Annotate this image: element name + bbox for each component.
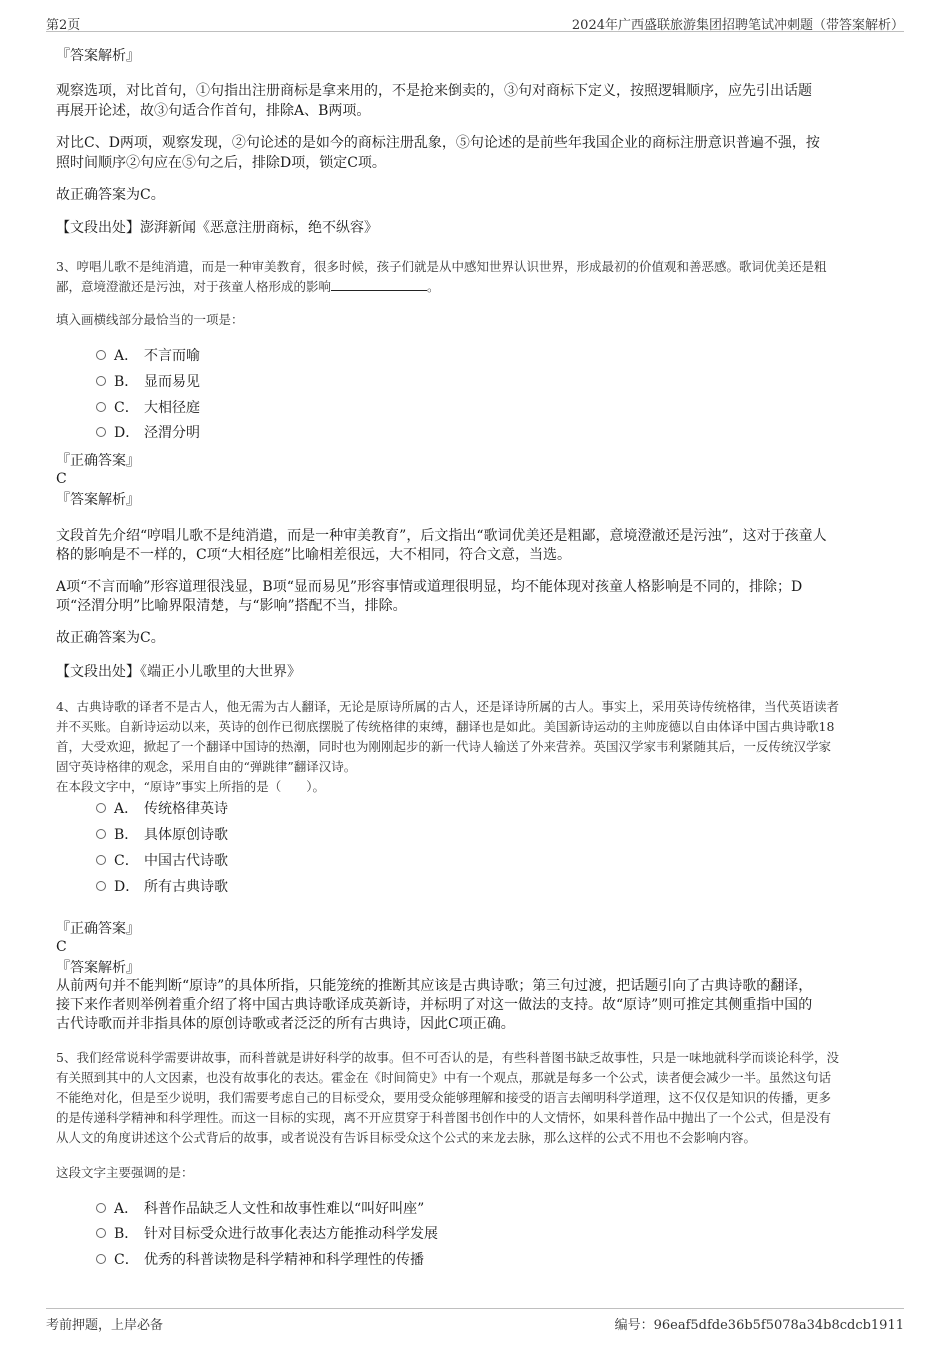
q4-text-line3: 首，大受欢迎，掀起了一个翻译中国诗的热潮，同时也为刚刚起步的新一代诗人输送了外来营养。英国汉学家韦利紧随其后，一反传统汉学家 <box>56 739 832 754</box>
q4-text-line2: 并不买账。自新诗运动以来，英诗的创作已彻底摆脱了传统格律的束缚，翻译也是如此。美国新诗运动的主帅庞德以自由体译中国古典诗歌18 <box>56 719 835 734</box>
page-footer <box>46 1308 904 1334</box>
q2-analysis-para2-line1: 对比C、D两项，观察发现，②句论述的是如今的商标注册乱象，⑤句论述的是前些年我国企业的商标注册意识普遍不强，按 <box>56 135 820 151</box>
radio-icon[interactable] <box>96 1203 106 1213</box>
q4-analysis-line2: 接下来作者则举例着重介绍了将中国古典诗歌译成英新诗，并标明了对这一做法的支持。故“原诗”则可推定其侧重指中国的 <box>56 997 813 1013</box>
q4-option-a[interactable]: A． 传统格律英诗 <box>96 799 228 819</box>
q3-text-line2-pre: 鄙，意境澄澈还是污浊，对于孩童人格形成的影响 <box>56 279 332 294</box>
q2-analysis-label: 『答案解析』 <box>56 48 140 64</box>
document-id: 编号：96eaf5dfde36b5f5078a34b8cdcb1911 <box>614 1318 904 1333</box>
q2-analysis-para1-line1: 观察选项，对比首句，①句指出注册商标是拿来用的，不是抢来倒卖的，③句对商标下定义，按照逻辑顺序，应先引出话题 <box>56 83 812 99</box>
q3-option-d[interactable]: D． 泾渭分明 <box>96 423 200 443</box>
radio-icon[interactable] <box>96 427 106 437</box>
q5-prompt: 这段文字主要强调的是： <box>56 1165 194 1180</box>
q2-conclusion: 故正确答案为C。 <box>56 187 165 203</box>
q3-analysis-para2-line1: A项“不言而喻”形容道理很浅显，B项“显而易见”形容事情或道理很明显，均不能体现对孩童人格影响是不同的，排除；D <box>56 579 803 595</box>
q3-answer: C <box>56 471 67 487</box>
radio-icon[interactable] <box>96 376 106 386</box>
q3-analysis-para1-line2: 格的影响是不一样的，C项“大相径庭”比喻相差很远，大不相同，符合文意，当选。 <box>56 547 572 563</box>
q3-conclusion: 故正确答案为C。 <box>56 630 165 646</box>
q4-text-line4: 固守英诗格律的观念，采用自由的“弹跳律”翻译汉诗。 <box>56 759 357 774</box>
radio-icon[interactable] <box>96 881 106 891</box>
q4-analysis-line3: 古代诗歌而并非指具体的原创诗歌或者泛泛的所有古典诗，因此C项正确。 <box>56 1016 515 1032</box>
q4-answer: C <box>56 939 67 955</box>
q4-prompt: 在本段文字中，“原诗”事实上所指的是（ ）。 <box>56 779 326 794</box>
q4-option-d[interactable]: D． 所有古典诗歌 <box>96 877 228 897</box>
q5-text-line4: 的是传递科学精神和科学理性。而这一目标的实现，离不开应贯穿于科普图书创作中的人文情怀，如果科普作品中抛出了一个公式，但是没有 <box>56 1110 832 1125</box>
q3-option-a[interactable]: A． 不言而喻 <box>96 346 200 366</box>
radio-icon[interactable] <box>96 829 106 839</box>
q5-option-a[interactable]: A． 科普作品缺乏人文性和故事性难以“叫好叫座” <box>96 1199 424 1219</box>
q5-text-line5: 从人文的角度讲述这个公式背后的故事，或者说没有告诉目标受众这个公式的来龙去脉，那么这样的公式不用也不会影响内容。 <box>56 1130 757 1145</box>
q3-text-line2-post: 。 <box>427 279 440 294</box>
radio-icon[interactable] <box>96 803 106 813</box>
q4-option-c[interactable]: C． 中国古代诗歌 <box>96 851 228 871</box>
q3-analysis-para1-line1: 文段首先介绍“哼唱儿歌不是纯消遣，而是一种审美教育”，后文指出“歌词优美还是粗鄙，意境澄澈还是污浊”，这对于孩童人 <box>56 528 827 544</box>
q4-analysis-line1: 从前两句并不能判断“原诗”的具体所指，只能笼统的推断其应该是古典诗歌；第三句过渡，把话题引向了古典诗歌的翻译， <box>56 978 813 994</box>
q4-answer-label: 『正确答案』 <box>56 921 140 937</box>
page-header <box>46 12 904 32</box>
q5-text-line1: 5、我们经常说科学需要讲故事，而科普就是讲好科学的故事。但不可否认的是，有些科普图书缺乏故事性，只是一味地就科学而谈论科学，没 <box>56 1050 839 1065</box>
q3-option-c[interactable]: C． 大相径庭 <box>96 398 200 418</box>
radio-icon[interactable] <box>96 1254 106 1264</box>
q4-text-line1: 4、古典诗歌的译者不是古人，他无需为古人翻译，无论是原诗所属的古人，还是译诗所属的古人。事实上，采用英诗传统格律，当代英语读者 <box>56 699 839 714</box>
footer-slogan: 考前押题，上岸必备 <box>46 1318 164 1333</box>
q3-text-line1: 3、哼唱儿歌不是纯消遣，而是一种审美教育，很多时候，孩子们就是从中感知世界认识世界，形成最初的价值观和善恶感。歌词优美还是粗 <box>56 259 827 274</box>
q3-analysis-para2-line2: 项“泾渭分明”比喻界限清楚，与“影响”搭配不当，排除。 <box>56 598 407 614</box>
q4-option-b[interactable]: B． 具体原创诗歌 <box>96 825 228 845</box>
q3-text-line2 <box>56 277 440 297</box>
radio-icon[interactable] <box>96 1228 106 1238</box>
q2-analysis-para1-line2: 再展开论述，故③句适合作首句，排除A、B两项。 <box>56 103 371 119</box>
q5-text-line2: 有关照到其中的人文因素，也没有故事化的表达。霍金在《时间简史》中有一个观点，那就是每多一个公式，读者便会减少一半。虽然这句话 <box>56 1070 832 1085</box>
q2-analysis-para2-line2: 照时间顺序②句应在⑤句之后，排除D项，锁定C项。 <box>56 155 386 171</box>
q4-analysis-label: 『答案解析』 <box>56 960 140 976</box>
fill-blank <box>331 278 427 291</box>
document-title: 2024年广西盛联旅游集团招聘笔试冲刺题（带答案解析） <box>571 18 904 33</box>
radio-icon[interactable] <box>96 855 106 865</box>
q3-answer-label: 『正确答案』 <box>56 453 140 469</box>
q5-text-line3: 不能绝对化，但是至少说明，我们需要考虑自己的目标受众，要用受众能够理解和接受的语言去阐明科学道理，这不仅仅是知识的传播，更多 <box>56 1090 832 1105</box>
q3-source: 【文段出处】《端正小儿歌里的大世界》 <box>56 664 301 680</box>
radio-icon[interactable] <box>96 350 106 360</box>
q3-prompt: 填入画横线部分最恰当的一项是： <box>56 312 244 327</box>
page-number: 第2页 <box>46 18 81 33</box>
q2-source: 【文段出处】澎湃新闻《恶意注册商标，绝不纵容》 <box>56 220 378 236</box>
q3-option-b[interactable]: B． 显而易见 <box>96 372 200 392</box>
q5-option-c[interactable]: C． 优秀的科普读物是科学精神和科学理性的传播 <box>96 1250 424 1270</box>
radio-icon[interactable] <box>96 402 106 412</box>
q5-option-b[interactable]: B． 针对目标受众进行故事化表达方能推动科学发展 <box>96 1224 438 1244</box>
q3-analysis-label: 『答案解析』 <box>56 492 140 508</box>
